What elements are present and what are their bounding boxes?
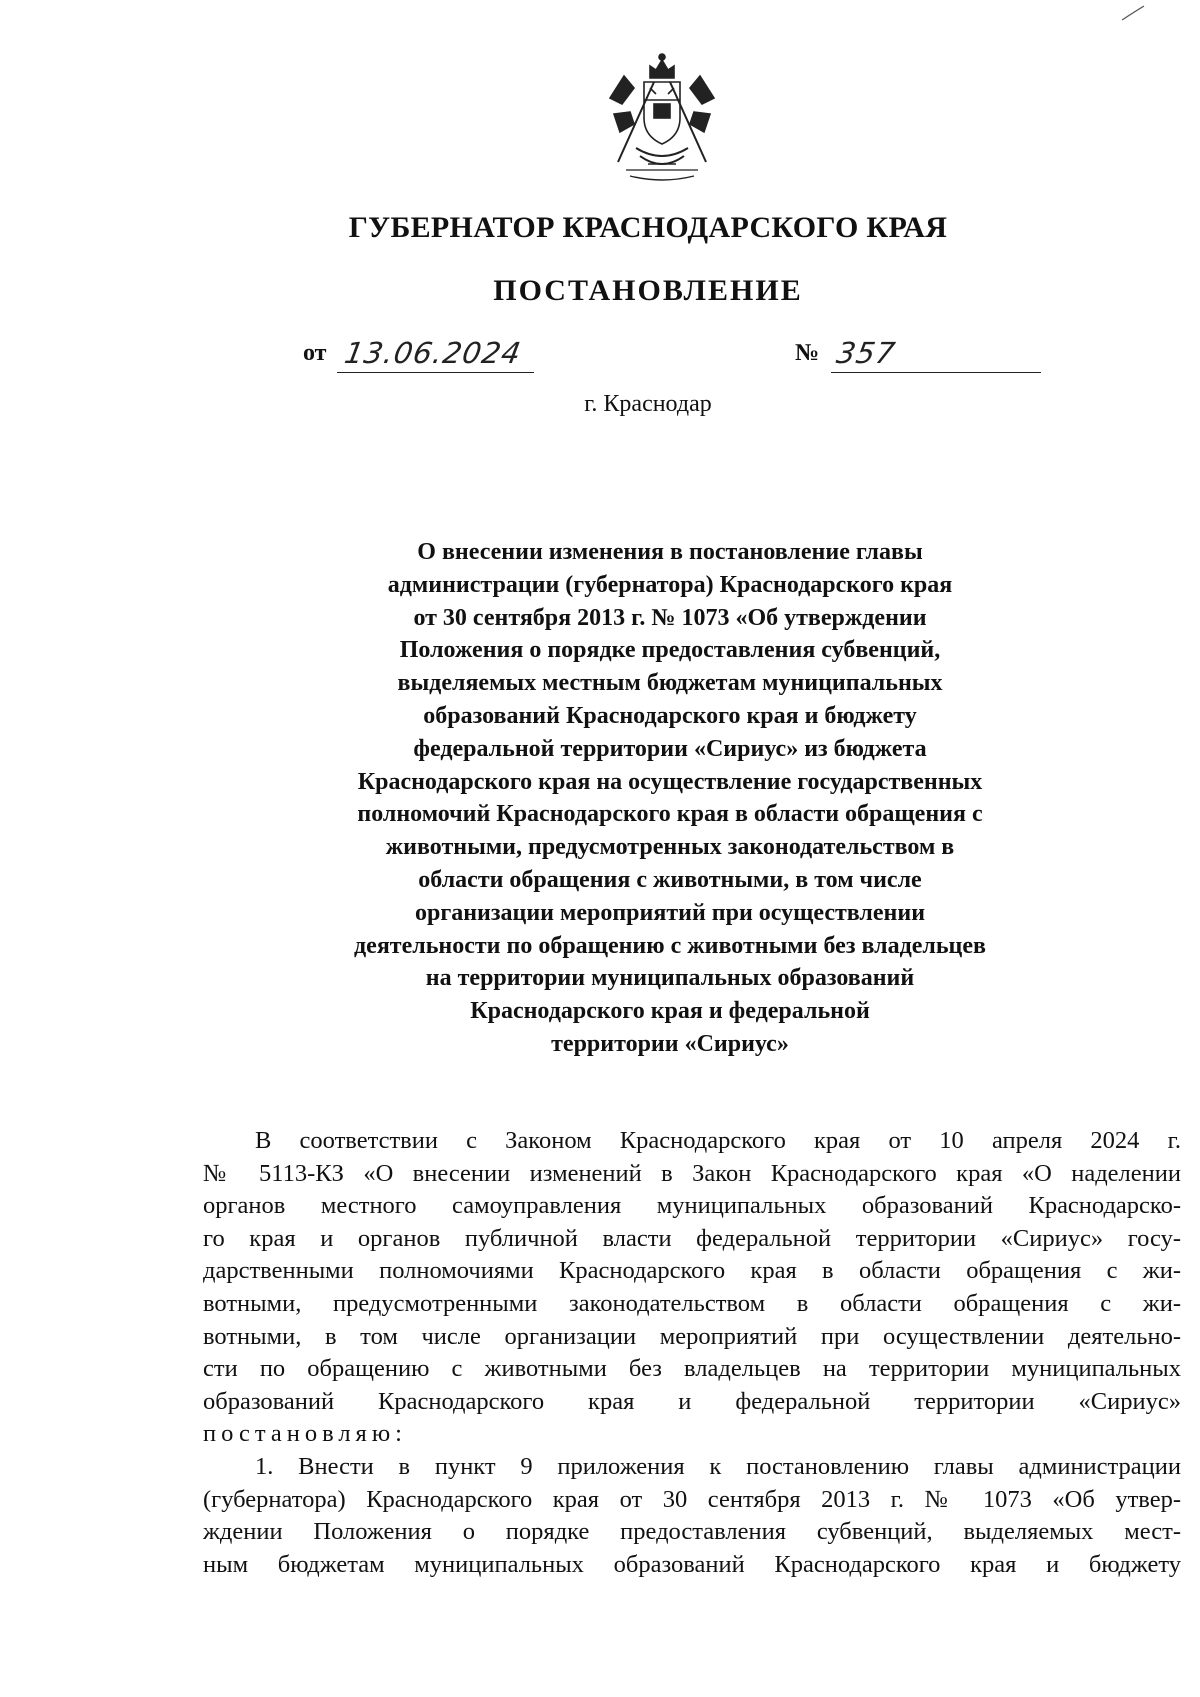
- body-line: органов местного самоуправления муниципальных образований Краснодарско-: [203, 1192, 1181, 1220]
- title-line: О внесении изменения в постановление главы: [417, 539, 923, 565]
- number-field: [831, 336, 1041, 373]
- title-line: федеральной территории «Сириус» из бюджета: [413, 735, 927, 762]
- document-type: ПОСТАНОВЛЕНИЕ: [493, 274, 803, 307]
- title-line: администрации (губернатора) Краснодарского края: [387, 571, 953, 598]
- title-line: деятельности по обращению с животными без владельцев: [354, 932, 986, 959]
- pen-mark: [1120, 4, 1146, 22]
- body-line: № 5113-КЗ «О внесении изменений в Закон Краснодарского края «О наделении: [203, 1159, 1181, 1187]
- title-line: животными, предусмотренных законодательством в: [385, 834, 955, 861]
- title-line: области обращения с животными, в том числе: [418, 866, 922, 893]
- city: г. Краснодар: [584, 391, 712, 417]
- handwritten-number: 357: [834, 336, 899, 370]
- body-line: вотными, предусмотренными законодательством в области обращения с жи-: [203, 1289, 1181, 1317]
- body-line: В соответствии с Законом Краснодарского края от 10 апреля 2024 г.: [255, 1127, 1181, 1154]
- title-line: полномочий Краснодарского края в области обращения с: [357, 801, 983, 828]
- title-line: Краснодарского края на осуществление государственных: [357, 768, 983, 795]
- body-line: образований Краснодарского края и федеральной территории «Сириус»: [203, 1387, 1181, 1415]
- body-line: ждении Положения о порядке предоставления субвенций, выделяемых мест-: [203, 1518, 1181, 1546]
- title-line: организации мероприятий при осуществлении: [414, 899, 926, 926]
- body-line: дарственными полномочиями Краснодарского края в области обращения с жи-: [203, 1257, 1181, 1285]
- issuing-authority: ГУБЕРНАТОР КРАСНОДАРСКОГО КРАЯ: [348, 211, 948, 244]
- number-prefix: №: [795, 340, 820, 366]
- handwritten-date: 13.06.2024: [342, 336, 525, 370]
- title-line: Положения о порядке предоставления субвенций,: [399, 637, 941, 664]
- body-line: ным бюджетам муниципальных образований Краснодарского края и бюджету: [203, 1550, 1181, 1578]
- body-line: 1. Внести в пункт 9 приложения к постановлению главы администрации: [255, 1452, 1181, 1480]
- title-line: выделяемых местным бюджетам муниципальных: [397, 670, 943, 697]
- title-line: территории «Сириус»: [551, 1030, 789, 1057]
- body-line: (губернатора) Краснодарского края от 30 сентября 2013 г. № 1073 «Об утвер-: [203, 1485, 1181, 1513]
- date-prefix: от: [303, 340, 327, 366]
- title-line: от 30 сентября 2013 г. № 1073 «Об утверждении: [413, 604, 927, 631]
- document-body: [203, 1125, 1181, 1581]
- title-line: Краснодарского края и федеральной: [470, 998, 870, 1025]
- title-line: образований Краснодарского края и бюджету: [423, 702, 917, 729]
- body-line: сти по обращению с животными без владельцев на территории муниципальных: [203, 1355, 1181, 1383]
- resolution-word: постановляю:: [203, 1420, 407, 1448]
- document-title: [250, 536, 1090, 1061]
- body-line: вотными, в том числе организации мероприятий при осуществлении деятельно-: [203, 1322, 1181, 1350]
- krasnodar-coat-of-arms-icon: [600, 52, 724, 184]
- title-line: на территории муниципальных образований: [425, 965, 915, 992]
- date-number-row: [303, 336, 1043, 376]
- body-line: го края и органов публичной власти федеральной территории «Сириус» госу-: [203, 1224, 1181, 1252]
- date-field: [337, 336, 534, 373]
